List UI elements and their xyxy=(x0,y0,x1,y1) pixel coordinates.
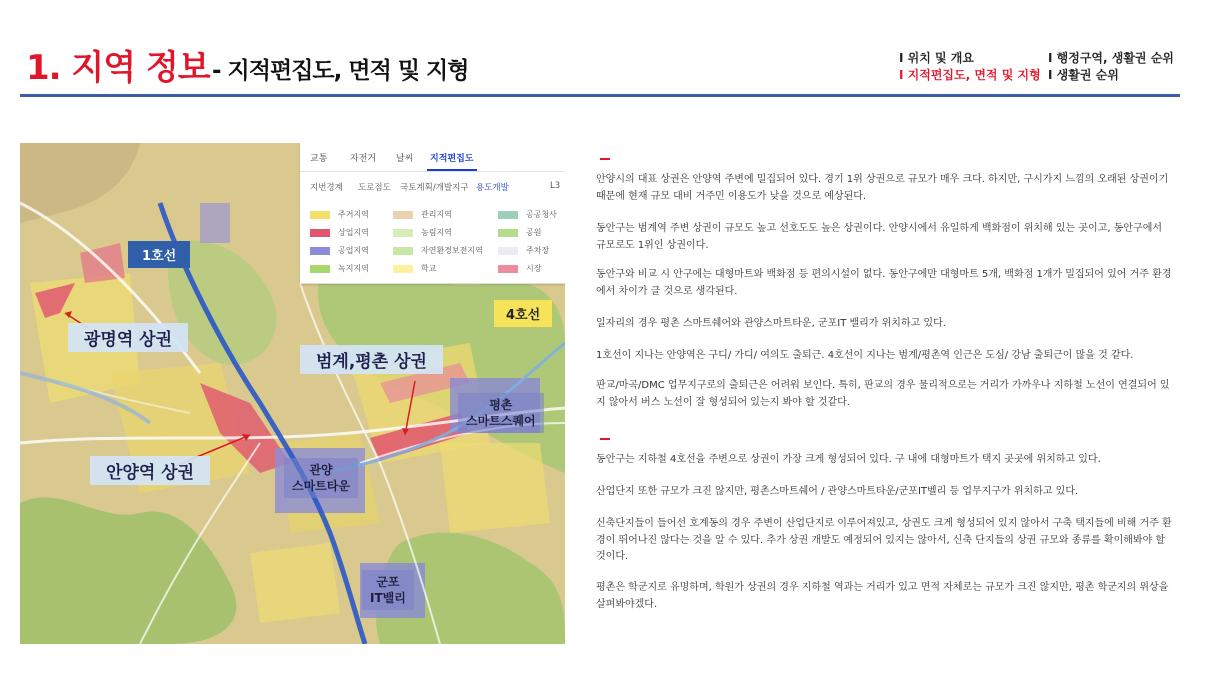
legend-swatch xyxy=(498,247,518,255)
legend-item xyxy=(393,245,483,257)
line1-label: 1호선 xyxy=(128,241,190,268)
paragraph: 산업단지 또한 규모가 크진 않지만, 평촌스마트쉐어 / 관양스마트타운/군포IT벨리 등 업무지구가 위치하고 있다. xyxy=(596,486,1079,497)
legend-swatch xyxy=(310,265,330,273)
tab-cadastral[interactable]: 지적편집도 xyxy=(430,154,474,164)
subtab-lot-boundary[interactable]: 지번경계 xyxy=(310,183,343,193)
legend-label: 상업지역 xyxy=(338,228,369,237)
cadastral-map[interactable] xyxy=(20,143,565,644)
subtab-landuse[interactable]: 용도개발 xyxy=(476,183,509,193)
gunpo-itvalley-label xyxy=(362,570,414,610)
label-line: IT밸리 xyxy=(370,591,406,605)
title-divider xyxy=(20,94,1180,97)
tab-weather[interactable]: 날씨 xyxy=(396,154,414,164)
legend-swatch xyxy=(498,229,518,237)
title-subtitle: - 지적편집도, 면적 및 지형 xyxy=(212,58,469,84)
paragraph: 동안구는 범계역 주변 상권이 규모도 높고 선호도도 높은 상권이다. 안양시에서 유일하게 백화점이 위치해 있는 곳이고, 동안구에서 규모로도 1위인 상권이다. xyxy=(596,223,1163,251)
legend-label: 주거지역 xyxy=(338,210,369,219)
legend-label: 공공청사 xyxy=(526,210,557,219)
label-line: 스마트타운 xyxy=(292,479,350,493)
legend-item xyxy=(310,245,369,257)
paragraph: 안양시의 대표 상권은 안양역 주변에 밀집되어 있다. 경기 1위 상권으로 규모가 매우 크다. 하지만, 구시가지 느낌의 오래된 상권이기 때문에 현재 규모 대비 거주민 이용도가 낮을 것으로 예상된다. xyxy=(596,174,1169,202)
legend-item xyxy=(498,263,541,275)
subtab-road[interactable]: 도로점도 xyxy=(358,183,391,193)
legend-label: 학교 xyxy=(421,264,437,273)
legend-label: 녹지지역 xyxy=(338,264,369,273)
paragraph: 판교/마곡/DMC 업무지구로의 출퇴근은 어려워 보인다. 특히, 판교의 경우 물리적으로는 거리가 가까우나 지하철 노선이 연결되어 있지 않아서 버스 노선이 잘 형성되어 있는지 봐야 할 것같다. xyxy=(596,380,1170,408)
nav-item-livingzone-rank[interactable]: I 생활권 순위 xyxy=(1048,68,1119,82)
nav-item-district-rank[interactable]: I 행정구역, 생활권 순위 xyxy=(1048,51,1174,65)
map-legend-panel xyxy=(300,143,565,284)
pyeongchon-smartsquare-label xyxy=(458,393,544,433)
tab-bicycle[interactable]: 자전거 xyxy=(350,154,377,164)
legend-swatch xyxy=(310,211,330,219)
section-nav-right xyxy=(1048,50,1174,84)
legend-item xyxy=(310,209,369,221)
legend-item xyxy=(498,245,549,257)
legend-item xyxy=(310,227,369,239)
legend-label: 공원 xyxy=(526,228,542,237)
beomgye-district-label: 범계,평촌 상권 xyxy=(300,345,443,374)
legend-item xyxy=(393,227,452,239)
legend-swatch xyxy=(393,247,413,255)
section-nav-left xyxy=(899,50,1041,84)
legend-swatch xyxy=(498,211,518,219)
legend-label: 농림지역 xyxy=(421,228,452,237)
legend-label: 자연환경보전지역 xyxy=(421,246,483,255)
paragraph: 평촌은 학군지로 유명하며, 학원가 상권의 경우 지하철 역과는 거리가 있고 면적 자체로는 규모가 크진 않지만, 평촌 학군지의 위상을 살펴봐야겠다. xyxy=(596,582,1169,610)
legend-label: 시장 xyxy=(526,264,542,273)
label-line: 군포 xyxy=(376,575,400,589)
paragraph: 일자리의 경우 평촌 스마트쉐어와 관양스마트타운, 군포IT 밸리가 위치하고 있다. xyxy=(596,318,946,329)
anyang-district-label: 안양역 상권 xyxy=(90,456,210,485)
legend-tabs xyxy=(300,143,565,172)
legend-label: 공업지역 xyxy=(338,246,369,255)
tab-traffic[interactable]: 교통 xyxy=(310,154,328,164)
paragraph: 1호선이 지나는 안양역은 구디/ 가디/ 여의도 출퇴근. 4호선이 지나는 범계/평촌역 인근은 도심/ 강남 출퇴근이 많을 것 같다. xyxy=(596,350,1134,361)
label-line: 평촌 xyxy=(489,398,513,412)
legend-item xyxy=(498,209,557,221)
legend-item xyxy=(393,263,436,275)
label-line: 스마트스퀘어 xyxy=(466,414,536,428)
subtab-more[interactable]: L3 xyxy=(550,181,561,191)
legend-item xyxy=(310,263,369,275)
paragraph: 신축단지들이 들어선 호계동의 경우 주변이 산업단지로 이루어져있고, 상권도 크게 형성되어 있지 않아서 구축 택지들에 비해 거주 환경이 뛰어나진 않다는 것을 알 수 있다. 추가 상권 개발도 예정되어 있지는 않아서, 신축 단지들의 상권 규모와 종류를 확이해봐야 할 것이다. xyxy=(596,518,1172,562)
legend-item xyxy=(498,227,541,239)
section-marker xyxy=(600,438,610,440)
label-line: 관양 xyxy=(309,463,333,477)
legend-swatch xyxy=(498,265,518,273)
legend-item xyxy=(393,209,452,221)
legend-swatch xyxy=(310,229,330,237)
paragraph: 동안구는 지하철 4호선을 주변으로 상권이 가장 크게 형성되어 있다. 구 내에 대형마트가 택지 곳곳에 위치하고 있다. xyxy=(596,454,1101,465)
legend-label: 관리지역 xyxy=(421,210,452,219)
gwanyang-smarttown-label xyxy=(284,458,358,498)
nav-item-location[interactable]: I 위치 및 개요 xyxy=(899,51,974,65)
active-tab-indicator xyxy=(427,169,477,171)
legend-swatch xyxy=(310,247,330,255)
legend-swatch xyxy=(393,265,413,273)
paragraph: 동안구와 비교 시 안구에는 대형마트와 백화점 등 편의시설이 없다. 동안구에만 대형마트 5개, 백화점 1개가 밀집되어 있어 거주 환경에서 차이가 클 것으로 생각된다. xyxy=(596,269,1172,297)
legend-label: 주차장 xyxy=(526,246,550,255)
nav-item-cadastral[interactable]: I 지적편집도, 면적 및 지형 xyxy=(899,68,1041,82)
legend-swatch xyxy=(393,229,413,237)
subtab-plan-zone[interactable]: 국토계획/개발지구 xyxy=(400,183,469,193)
title-number: 1. 지역 정보 xyxy=(26,48,210,88)
gwangmyeong-district-label: 광명역 상권 xyxy=(68,323,188,352)
legend-swatch xyxy=(393,211,413,219)
line4-label: 4호선 xyxy=(494,300,552,327)
section-marker xyxy=(600,158,610,160)
